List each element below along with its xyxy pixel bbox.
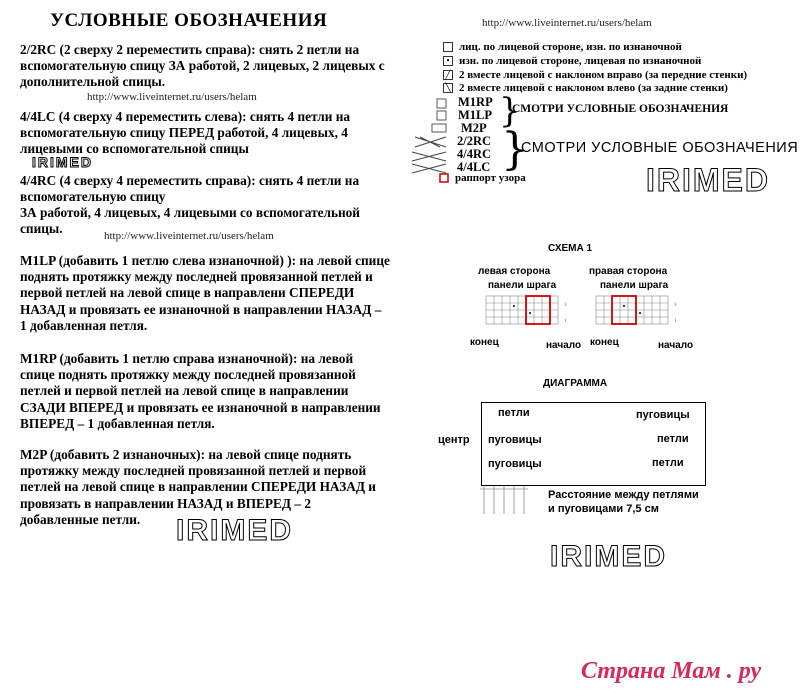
- abbr-m2p: M2P: [461, 121, 487, 135]
- diagram-left-1: петли: [498, 407, 530, 419]
- purl-dot-icon: •: [443, 56, 453, 66]
- brace-large: }: [501, 124, 529, 175]
- abbr-m1rp: M1RP: [458, 95, 493, 109]
- see-legend-2: СМОТРИ УСЛОВНЫЕ ОБОЗНАЧЕНИЯ: [521, 140, 799, 156]
- diagram-center: центр: [438, 434, 470, 446]
- watermark-right-top: IRIMED: [646, 162, 770, 198]
- see-legend-1: СМОТРИ УСЛОВНЫЕ ОБОЗНАЧЕНИЯ: [512, 103, 729, 115]
- abbr-4-4lc: 4/4LC: [457, 160, 491, 174]
- svg-text:3: 3: [564, 303, 567, 308]
- legend-item-purl: • изн. по лицевой стороне, лицевая по изнаночной: [443, 55, 701, 68]
- legend-item-knit: лиц. по лицевой стороне, изн. по изнаночной: [443, 41, 682, 54]
- scheme-left-start: начало: [546, 340, 582, 351]
- watermark-left: IRIMED: [176, 514, 293, 547]
- diagram-right-1: пуговицы: [636, 409, 690, 421]
- scheme-right-grid: [594, 294, 684, 330]
- scheme-right-title: правая сторона: [589, 266, 668, 277]
- paragraph-4-4rc: 4/4RC (4 сверху 4 переместить справа): снять 4 петли на вспомогательную спицу: [20, 173, 360, 205]
- scheme-left-sub: панели шрага: [488, 280, 557, 291]
- diagram-title: ДИАГРАММА: [543, 378, 608, 389]
- legend-repeat: раппорт узора: [455, 172, 526, 184]
- svg-text:3: 3: [674, 303, 677, 308]
- paragraph-m1lp: M1LP (добавить 1 петлю слева изнаночной) ): на левой спице поднять протяжку между последней провязанной петлей и первой петлей на левой спице в направлени СПЕРЕДИ НАЗАД и провязать ее изнаночной в направлении НАЗАД – 1 добавленная петля.: [20, 253, 390, 333]
- scheme-left-title: левая сторона: [478, 266, 551, 277]
- ssk-icon: ╲: [443, 83, 453, 93]
- site-logo[interactable]: Страна Мам . ру: [581, 658, 762, 684]
- source-url: http://www.liveinternet.ru/users/helam: [87, 91, 257, 103]
- legend-item-ssk: ╲ 2 вместе лицевой с наклоном влево (за задние стенки): [443, 82, 728, 95]
- scheme-left-grid: [484, 294, 574, 330]
- source-url-2: http://www.liveinternet.ru/users/helam: [104, 230, 274, 242]
- scheme-left-end: конец: [470, 337, 499, 348]
- cable-symbols-icon: [410, 95, 460, 185]
- scheme-right-end: конец: [590, 337, 619, 348]
- scheme-right-sub: панели шрага: [600, 280, 669, 291]
- diagram-left-3: пуговицы: [488, 458, 542, 470]
- abbr-4-4rc: 4/4RC: [457, 147, 492, 161]
- paragraph-m1rp: M1RP (добавить 1 петлю справа изнаночной): на левой спице поднять протяжку между последней провязанной петлей и первой петлей на левой спице в направлении СЗАДИ ВПЕРЕД и провязать ее изнаночной в направлении ВПЕРЕД – 1 добавленная петля.: [20, 351, 381, 431]
- diagram-right-2: петли: [657, 433, 689, 445]
- svg-text:1: 1: [564, 319, 567, 324]
- legend-item-k2tog: ╱ 2 вместе лицевой с наклоном вправо (за передние стенки): [443, 69, 747, 82]
- diagram-right-3: петли: [652, 457, 684, 469]
- scheme-title: СХЕМА 1: [548, 243, 593, 254]
- page-title: УСЛОВНЫЕ ОБОЗНАЧЕНИЯ: [50, 10, 328, 31]
- brace-small: }: [499, 91, 521, 131]
- abbr-2-2rc: 2/2RC: [457, 134, 492, 148]
- diagram-ruler-icon: [478, 484, 538, 520]
- svg-text:1: 1: [674, 319, 677, 324]
- watermark-small: IRIMED: [32, 154, 93, 170]
- scheme-right-start: начало: [658, 340, 694, 351]
- paragraph-2-2rc: 2/2RC (2 сверху 2 переместить справа): снять 2 петли на вспомогательную спицу ЗА работой, 2 лицевых, 2 лицевых с дополнительной спицы.: [20, 42, 385, 90]
- paragraph-m2p: M2P (добавить 2 изнаночных): на левой спице поднять протяжку между последней провязанной петлей и первой петлей на левой спице в направлении СПЕРЕДИ НАЗАД и провязать в направлении НАЗАД и ВПЕРЕД – 2 добавленные петли.: [20, 447, 376, 527]
- diagram-left-2: пуговицы: [488, 434, 542, 446]
- diagram-note-2: и пуговицами 7,5 см: [548, 503, 659, 515]
- abbr-m1lp: M1LP: [458, 108, 493, 122]
- k2tog-icon: ╱: [443, 70, 453, 80]
- paragraph-4-4rc-cont: ЗА работой, 4 лицевых, 4 лицевыми со вспомогательной спицы.: [20, 205, 360, 237]
- diagram-note-1: Расстояние между петлями: [548, 489, 699, 501]
- paragraph-4-4lc: 4/4LC (4 сверху 4 переместить слева): снять 4 петли на вспомогательную спицу ПЕРЕД работой, 4 лицевых, 4 лицевыми со вспомогательной спицы: [20, 109, 351, 157]
- source-url-3: http://www.liveinternet.ru/users/helam: [482, 17, 652, 29]
- knit-symbol-icon: [443, 42, 453, 52]
- watermark-right-bottom: IRIMED: [550, 540, 667, 573]
